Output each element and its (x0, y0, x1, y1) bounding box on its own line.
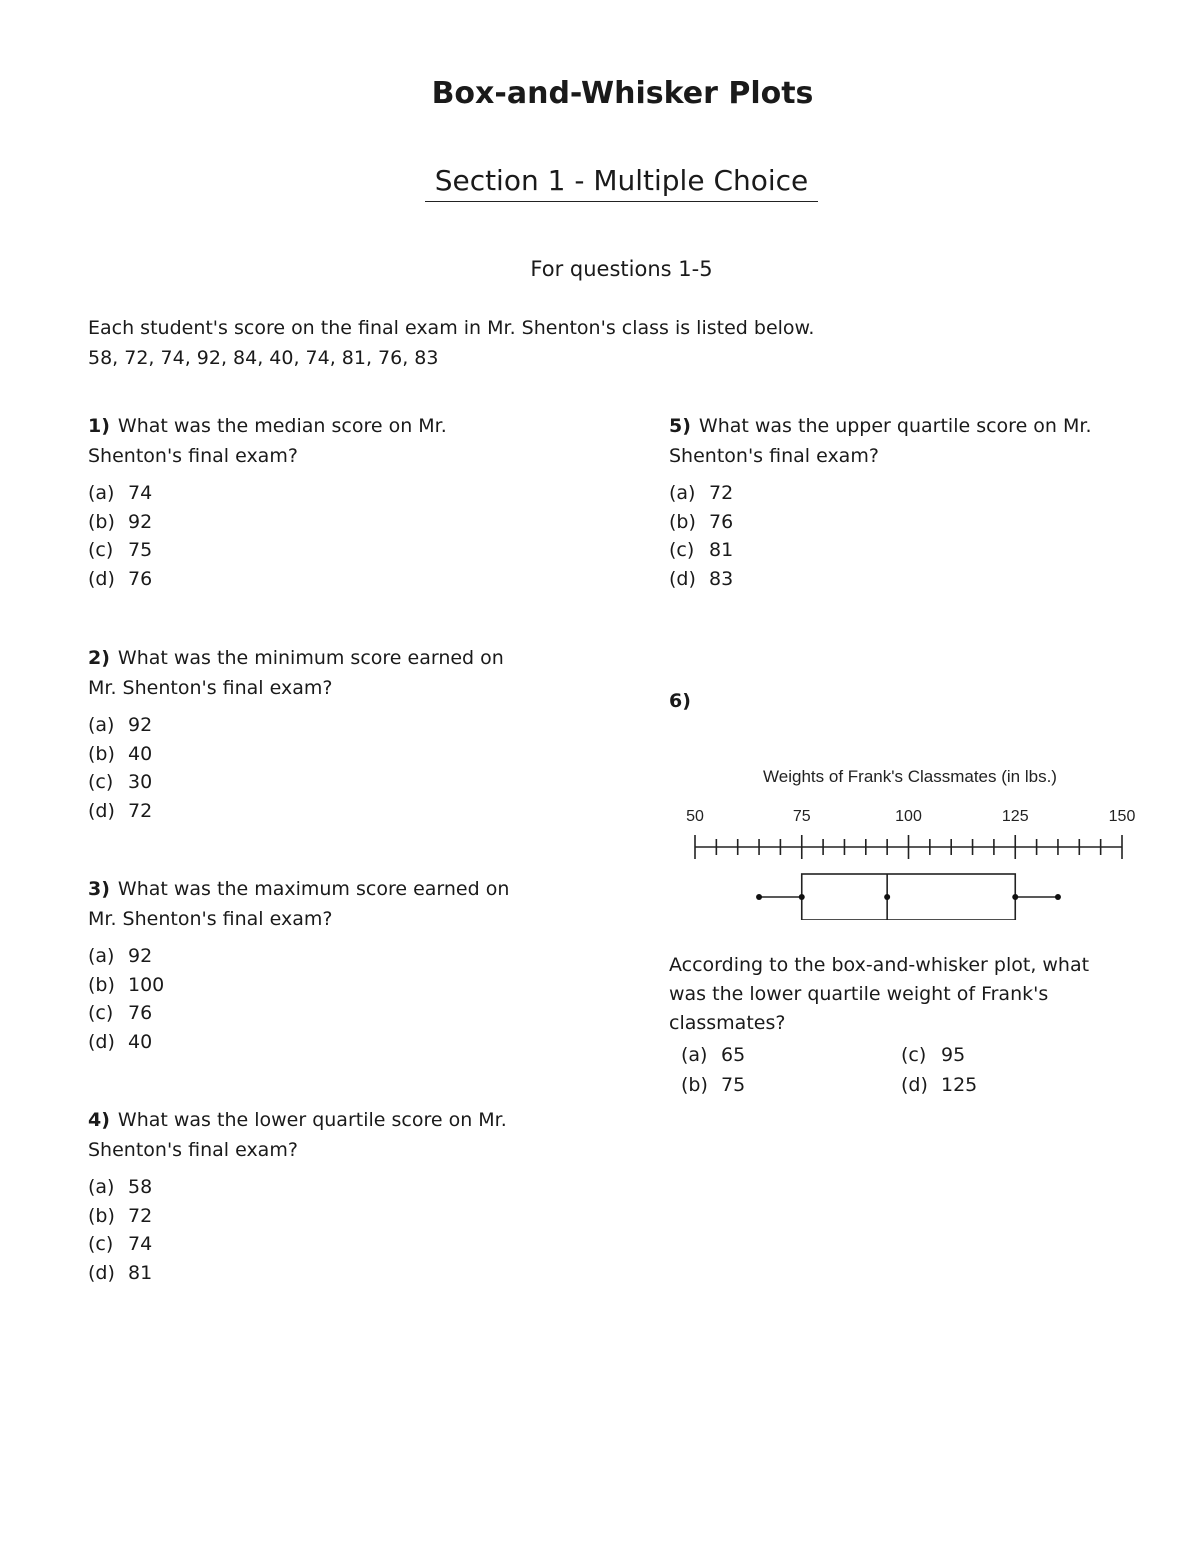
tick-label: 150 (1108, 808, 1136, 825)
max-point (1055, 894, 1061, 900)
option-letter: (b) (669, 510, 696, 533)
question-5-line: Shenton's final exam? (669, 445, 879, 467)
answer-option[interactable] (901, 1040, 1121, 1070)
question-4-line: Shenton's final exam? (88, 1139, 298, 1161)
option-value: 40 (128, 742, 153, 765)
option-value: 74 (128, 1233, 153, 1255)
box-plot-svg (660, 760, 1150, 920)
answer-option[interactable] (88, 479, 558, 508)
question-2 (88, 643, 558, 825)
option-value: 81 (128, 1261, 153, 1284)
question-5 (669, 411, 1139, 593)
question-5-options (669, 479, 1139, 593)
worksheet-title: Box-and-Whisker Plots (431, 76, 814, 111)
plot-title: Weights of Frank's Classmates (in lbs.) (763, 767, 1057, 786)
option-value: 83 (709, 567, 734, 590)
option-letter: (d) (669, 567, 696, 590)
median-point (884, 894, 890, 900)
question-1-text (88, 411, 558, 471)
question-6-line: was the lower quartile weight of Frank's (669, 983, 1049, 1005)
option-value: 65 (721, 1044, 746, 1066)
answer-option[interactable] (681, 1040, 901, 1070)
q3-point (1012, 894, 1018, 900)
min-point (756, 894, 762, 900)
option-value: 72 (128, 1204, 153, 1227)
option-letter: (d) (88, 1030, 115, 1053)
question-3 (88, 874, 558, 1056)
answer-option[interactable] (88, 768, 558, 797)
questions-range-label: For questions 1-5 (530, 257, 713, 281)
option-letter: (d) (88, 799, 115, 822)
answer-option[interactable] (88, 1173, 558, 1202)
option-value: 100 (128, 973, 165, 996)
question-3-line: Mr. Shenton's final exam? (88, 908, 333, 930)
answer-option[interactable] (88, 565, 558, 594)
tick-label: 125 (1001, 808, 1029, 825)
question-3-number: 3) (88, 878, 110, 900)
option-value: 40 (128, 1030, 153, 1053)
question-1 (88, 411, 558, 593)
question-3-text (88, 874, 558, 934)
option-letter: (a) (88, 714, 115, 736)
question-1-line: What was the median score on Mr. (117, 415, 447, 437)
answer-option[interactable] (88, 536, 558, 565)
option-value: 92 (128, 945, 153, 967)
question-6-line: classmates? (669, 1012, 786, 1034)
option-letter: (b) (88, 1204, 115, 1227)
option-letter: (b) (88, 510, 115, 533)
answer-option[interactable] (669, 536, 1139, 565)
answer-option[interactable] (901, 1070, 1121, 1100)
box-plot-figure (660, 760, 1150, 924)
question-1-line: Shenton's final exam? (88, 445, 298, 467)
score-list: 58, 72, 74, 92, 84, 40, 74, 81, 76, 83 (88, 347, 439, 369)
question-6-text (669, 951, 1129, 1038)
option-value: 75 (721, 1074, 746, 1096)
question-5-line: What was the upper quartile score on Mr. (698, 415, 1092, 437)
question-6-number: 6) (669, 690, 691, 712)
option-letter: (a) (88, 482, 115, 504)
answer-option[interactable] (88, 999, 558, 1028)
answer-option[interactable] (88, 1230, 558, 1259)
option-letter: (a) (88, 945, 115, 967)
question-4 (88, 1105, 558, 1287)
answer-option[interactable] (88, 1202, 558, 1231)
question-2-text (88, 643, 558, 703)
option-letter: (c) (901, 1044, 927, 1066)
answer-option[interactable] (88, 942, 558, 971)
question-2-line: Mr. Shenton's final exam? (88, 677, 333, 699)
answer-option[interactable] (88, 508, 558, 537)
question-1-number: 1) (88, 415, 110, 437)
question-2-number: 2) (88, 647, 110, 669)
question-4-number: 4) (88, 1109, 110, 1131)
option-letter: (b) (88, 742, 115, 765)
option-value: 74 (128, 482, 153, 504)
option-value: 125 (941, 1074, 978, 1096)
intro-text (88, 313, 814, 373)
question-3-options (88, 942, 558, 1056)
answer-option[interactable] (88, 1028, 558, 1057)
question-6-options (681, 1040, 1121, 1100)
option-value: 81 (709, 539, 734, 561)
option-value: 76 (128, 567, 153, 590)
option-letter: (c) (669, 539, 695, 561)
option-letter: (a) (681, 1044, 708, 1066)
tick-label: 75 (792, 808, 811, 825)
answer-option[interactable] (88, 740, 558, 769)
question-3-line: What was the maximum score earned on (117, 878, 510, 900)
options-row (681, 1070, 1121, 1100)
question-4-line: What was the lower quartile score on Mr. (117, 1109, 507, 1131)
answer-option[interactable] (88, 797, 558, 826)
option-value: 72 (128, 799, 153, 822)
option-letter: (c) (88, 771, 114, 793)
option-value: 92 (128, 714, 153, 736)
answer-option[interactable] (669, 508, 1139, 537)
question-4-options (88, 1173, 558, 1287)
question-4-text (88, 1105, 558, 1165)
option-letter: (a) (88, 1176, 115, 1198)
q1-point (799, 894, 805, 900)
options-row (681, 1040, 1121, 1070)
option-value: 75 (128, 539, 153, 561)
answer-option[interactable] (681, 1070, 901, 1100)
option-letter: (c) (88, 1002, 114, 1024)
answer-option[interactable] (88, 711, 558, 740)
answer-option[interactable] (669, 565, 1139, 594)
question-2-line: What was the minimum score earned on (117, 647, 504, 669)
option-letter: (c) (88, 1233, 114, 1255)
option-letter: (b) (88, 973, 115, 996)
tick-label: 100 (895, 808, 922, 825)
section-heading-text: Section 1 - Multiple Choice (425, 164, 819, 202)
box-and-whisker (756, 874, 1061, 920)
option-letter: (c) (88, 539, 114, 561)
option-value: 76 (709, 510, 734, 533)
answer-option[interactable] (88, 971, 558, 1000)
option-letter: (b) (681, 1074, 708, 1096)
question-6-line: According to the box-and-whisker plot, what (669, 954, 1090, 976)
option-letter: (d) (901, 1074, 928, 1096)
option-value: 76 (128, 1002, 153, 1024)
option-letter: (d) (88, 1261, 115, 1284)
option-letter: (d) (88, 567, 115, 590)
option-value: 95 (941, 1044, 966, 1066)
number-line (686, 808, 1135, 859)
intro-line: Each student's score on the final exam in Mr. Shenton's class is listed below. (88, 317, 815, 339)
option-value: 92 (128, 510, 153, 533)
option-value: 58 (128, 1176, 153, 1198)
section-heading (0, 164, 1200, 197)
option-value: 30 (128, 771, 153, 793)
question-2-options (88, 711, 558, 825)
option-letter: (a) (669, 482, 696, 504)
answer-option[interactable] (669, 479, 1139, 508)
answer-option[interactable] (88, 1259, 558, 1288)
tick-label: 50 (686, 808, 704, 825)
option-value: 72 (709, 482, 734, 504)
question-5-text (669, 411, 1139, 471)
question-5-number: 5) (669, 415, 691, 437)
question-1-options (88, 479, 558, 593)
iqr-box (802, 874, 1016, 920)
